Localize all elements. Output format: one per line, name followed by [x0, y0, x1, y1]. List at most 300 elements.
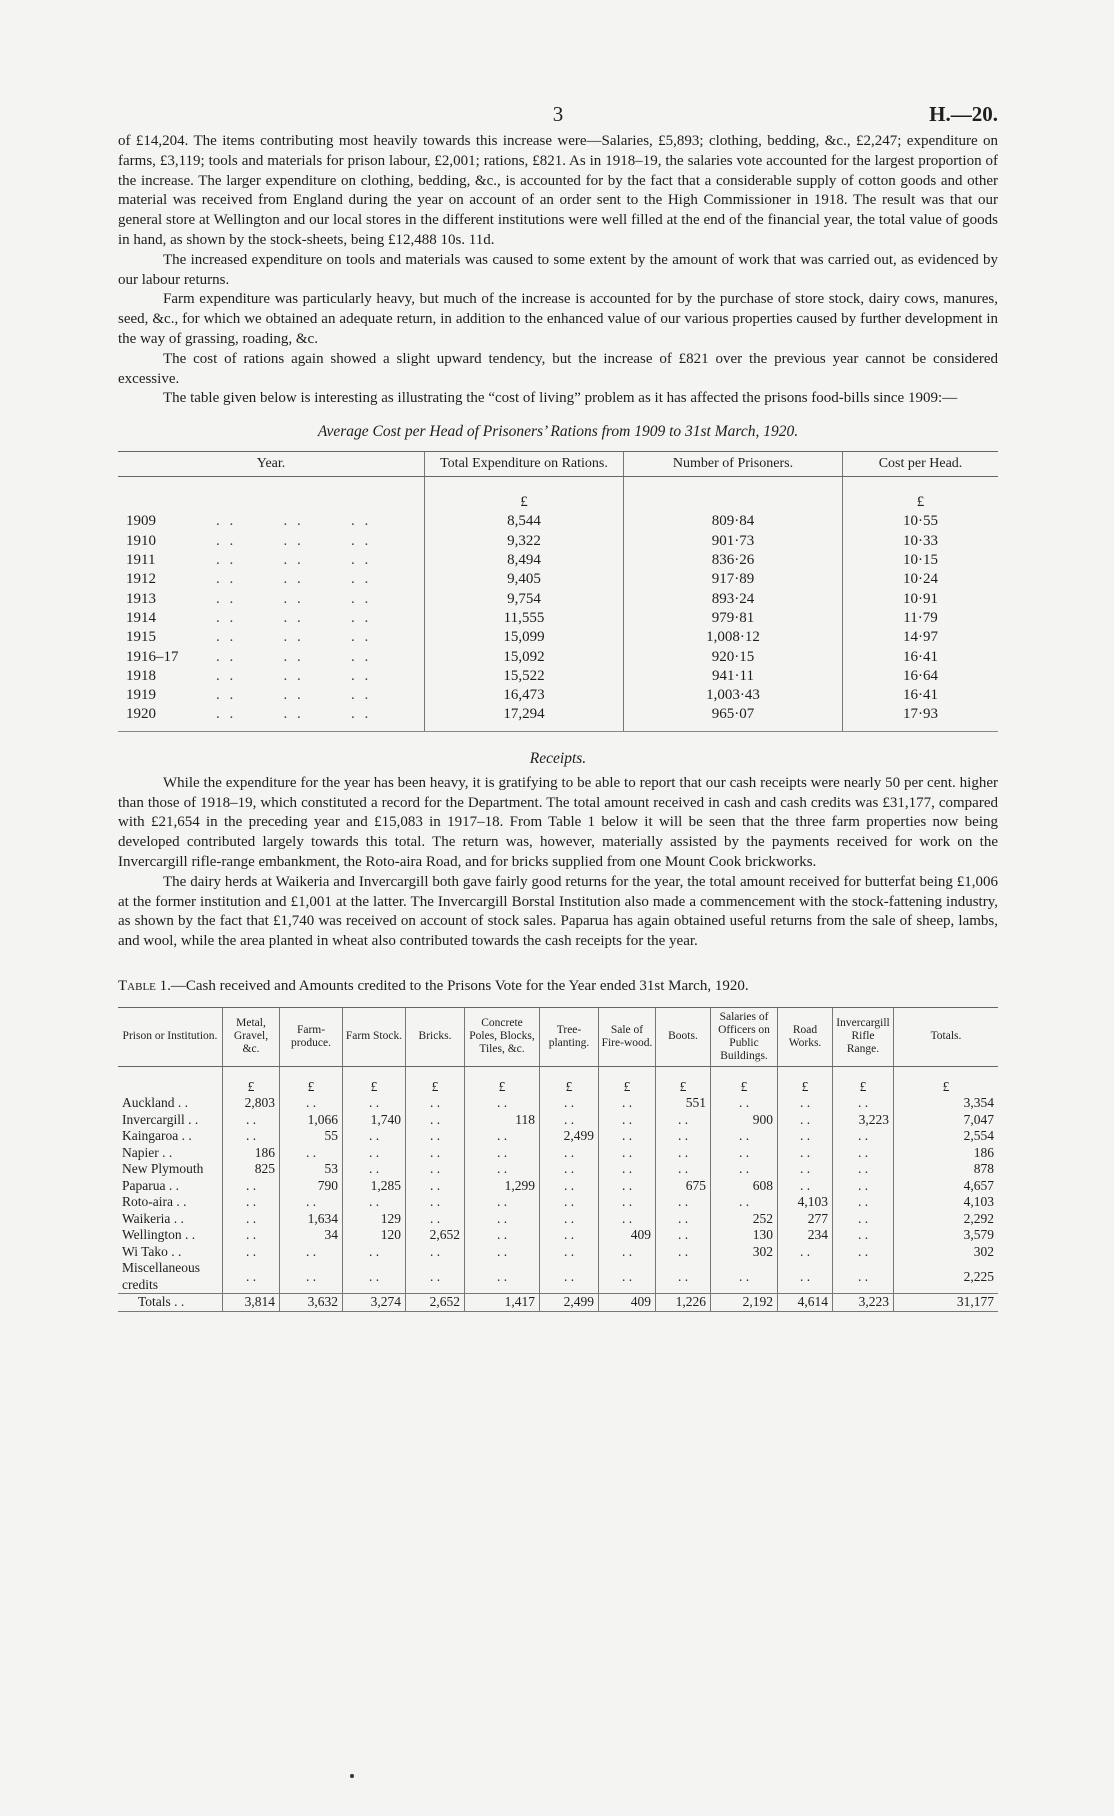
leader-dots: . . . . . . [216, 590, 372, 607]
table-cell: . . [656, 1145, 711, 1162]
table-cell: 900 [711, 1112, 778, 1129]
table-cell: 14·97 [843, 628, 999, 647]
table-cell: . . [833, 1194, 894, 1211]
year-cell [118, 705, 425, 731]
table-cell: . . [465, 1145, 540, 1162]
year-label: 1912 [126, 571, 156, 588]
year-label: 1915 [126, 629, 156, 646]
table-cell: 53 [280, 1161, 343, 1178]
table-cell: . . [540, 1260, 599, 1294]
table-cell: . . [778, 1112, 833, 1129]
paragraph: While the expenditure for the year has been heavy, it is gratifying to be able to report that our cash receipts were nearly 50 per cent. higher than those of 1918–19, which constituted a record for the Department. The total amount received in cash and cash credits was £31,177, compared with £21,654 in the preceding year and £15,083 in 1917–18. From Table 1 below it will be seen that the three farm properties now being developed contributed largely towards this total. The return was, however, materially assisted by the payments received for work on the Invercargill rifle-range embankment, the Roto-aira Road, and for bricks supplied from one Mount Cook brickworks. [118, 774, 998, 870]
table-cell: . . [406, 1194, 465, 1211]
column-header: Road Works. [778, 1007, 833, 1066]
column-header: Concrete Poles, Blocks, Tiles, &c. [465, 1007, 540, 1066]
table-cell: 7,047 [894, 1112, 999, 1129]
table-cell: . . [465, 1211, 540, 1228]
table-cell: . . [656, 1260, 711, 1294]
year-label: 1918 [126, 667, 156, 684]
unit-cell: £ [540, 1066, 599, 1095]
table-cell: 2,803 [223, 1095, 280, 1112]
table-cell: . . [406, 1095, 465, 1112]
table-cell: . . [406, 1211, 465, 1228]
table-cell: . . [223, 1178, 280, 1195]
table-row [118, 1194, 998, 1211]
table-cell: Wellington . . [122, 1227, 196, 1243]
year-cell [118, 686, 425, 705]
totals-cell: 2,652 [406, 1294, 465, 1312]
stray-dot [350, 1774, 354, 1778]
table-cell: . . [223, 1128, 280, 1145]
table-cell: . . [711, 1128, 778, 1145]
unit-cell: £ [833, 1066, 894, 1095]
table-cell: 15,099 [425, 628, 624, 647]
table-row [118, 1112, 998, 1129]
table-cell: 252 [711, 1211, 778, 1228]
year-label: 1911 [126, 552, 156, 569]
table-cell: 2,225 [894, 1260, 999, 1294]
column-header: Salaries of Officers on Public Buildings. [711, 1007, 778, 1066]
table-row [118, 1178, 998, 1195]
table-cell: . . [540, 1178, 599, 1195]
table-cell: . . [280, 1095, 343, 1112]
table-cell: 4,103 [778, 1194, 833, 1211]
table-row [118, 1128, 998, 1145]
totals-cell: 3,274 [343, 1294, 406, 1312]
table-cell: 10·24 [843, 570, 999, 589]
table-cell: Waikeria . . [122, 1210, 184, 1226]
totals-cell: 1,226 [656, 1294, 711, 1312]
table-cell: . . [833, 1128, 894, 1145]
table-cell: . . [223, 1112, 280, 1129]
year-label: 1914 [126, 609, 156, 626]
table-cell: . . [223, 1244, 280, 1261]
table-cell: 893·24 [624, 590, 843, 609]
document-page [118, 96, 998, 1312]
totals-row [118, 1294, 998, 1312]
leader-dots: . . . . . . [216, 571, 372, 588]
table-row [118, 648, 998, 667]
table-cell: 3,223 [833, 1112, 894, 1129]
table-cell: . . [280, 1260, 343, 1294]
table-cell: . . [280, 1145, 343, 1162]
paragraph: The cost of rations again showed a slight upward tendency, but the increase of £821 over the previous year cannot be considered excessive. [118, 350, 998, 387]
table-cell: . . [406, 1260, 465, 1294]
column-header: Number of Prisoners. [624, 452, 843, 477]
table-row [118, 590, 998, 609]
table-cell: . . [465, 1227, 540, 1244]
table-cell: . . [711, 1194, 778, 1211]
rations-table-caption: Average Cost per Head of Prisoners’ Rations from 1909 to 31st March, 1920. [317, 423, 799, 441]
table-cell: Kaingaroa . . [122, 1128, 192, 1144]
table-cell: 608 [711, 1178, 778, 1195]
totals-cell: 3,632 [280, 1294, 343, 1312]
table-cell: . . [343, 1260, 406, 1294]
table-cell: 551 [656, 1095, 711, 1112]
table-cell: . . [540, 1145, 599, 1162]
table-cell: 186 [223, 1145, 280, 1162]
table-cell: 2,652 [406, 1227, 465, 1244]
table-cell: 941·11 [624, 667, 843, 686]
table-cell: 878 [894, 1161, 999, 1178]
table-cell: . . [833, 1260, 894, 1294]
unit-cell: £ [223, 1066, 280, 1095]
paragraph: The table given below is interesting as illustrating the “cost of living” problem as it has affected the prisons food-bills since 1909:— [163, 390, 958, 407]
table-cell: 1,066 [280, 1112, 343, 1129]
table-row [118, 1260, 998, 1294]
table-cell: 409 [599, 1227, 656, 1244]
year-cell [118, 590, 425, 609]
table-cell: 302 [711, 1244, 778, 1261]
table-cell: . . [599, 1194, 656, 1211]
table-cell: . . [833, 1095, 894, 1112]
table-cell: 16,473 [425, 686, 624, 705]
unit-cell: £ [343, 1066, 406, 1095]
totals-cell: 2,192 [711, 1294, 778, 1312]
table-cell: 2,554 [894, 1128, 999, 1145]
table-cell: . . [599, 1145, 656, 1162]
table-cell: . . [343, 1161, 406, 1178]
table-cell: 3,579 [894, 1227, 999, 1244]
table-cell: . . [711, 1260, 778, 1294]
unit-cell [118, 477, 425, 513]
year-label: 1920 [126, 706, 156, 723]
year-label: 1919 [126, 687, 156, 704]
table-cell: 9,754 [425, 590, 624, 609]
table-cell: . . [223, 1227, 280, 1244]
table-cell: . . [406, 1161, 465, 1178]
table-cell: . . [833, 1211, 894, 1228]
unit-cell: £ [778, 1066, 833, 1095]
table-cell: . . [280, 1244, 343, 1261]
totals-cell: 409 [599, 1294, 656, 1312]
table-cell: . . [540, 1227, 599, 1244]
table-cell: Auckland . . [122, 1095, 188, 1111]
table-cell: 15,522 [425, 667, 624, 686]
totals-cell: Totals . . [118, 1294, 223, 1312]
table-cell: 55 [280, 1128, 343, 1145]
table-cell: Napier . . [122, 1144, 173, 1160]
unit-cell: £ [711, 1066, 778, 1095]
cash-table-caption [118, 978, 998, 995]
leader-dots: . . . . . . [216, 609, 372, 626]
units-row [118, 1066, 998, 1095]
unit-cell: £ [425, 477, 624, 513]
table-cell: . . [465, 1128, 540, 1145]
table-row [118, 1244, 998, 1261]
table-cell: 16·64 [843, 667, 999, 686]
table-cell: . . [540, 1211, 599, 1228]
table-cell: . . [406, 1244, 465, 1261]
table-cell: 17·93 [843, 705, 999, 731]
column-header: Year. [118, 452, 425, 477]
table-row [118, 628, 998, 647]
year-cell [118, 532, 425, 551]
year-cell [118, 609, 425, 628]
unit-cell: £ [843, 477, 999, 513]
cash-received-table [118, 1007, 998, 1312]
table-cell: New Plymouth [122, 1161, 204, 1177]
year-label: 1910 [126, 532, 156, 549]
table-row [118, 686, 998, 705]
table-cell: 10·55 [843, 512, 999, 531]
table-row [118, 1211, 998, 1228]
totals-cell: 3,814 [223, 1294, 280, 1312]
table-cell: . . [656, 1112, 711, 1129]
table-cell: . . [540, 1194, 599, 1211]
column-header: Cost per Head. [843, 452, 999, 477]
table-header-row [118, 1007, 998, 1066]
table-cell: . . [465, 1095, 540, 1112]
table-row [118, 551, 998, 570]
table-cell: Invercargill . . [122, 1111, 199, 1127]
table-cell: . . [343, 1244, 406, 1261]
year-cell [118, 628, 425, 647]
unit-cell: £ [656, 1066, 711, 1095]
table-row [118, 609, 998, 628]
table-cell: . . [711, 1145, 778, 1162]
table-cell: . . [656, 1211, 711, 1228]
table-cell: 16·41 [843, 648, 999, 667]
table-cell: . . [599, 1161, 656, 1178]
table-cell: Roto-aira . . [122, 1194, 187, 1210]
table-cell: 1,285 [343, 1178, 406, 1195]
table-cell: . . [406, 1145, 465, 1162]
table-cell: . . [540, 1112, 599, 1129]
leader-dots: . . . . . . [216, 648, 372, 665]
body-text [118, 132, 998, 409]
table-cell: . . [778, 1095, 833, 1112]
table-cell: . . [280, 1194, 343, 1211]
table-cell: . . [465, 1161, 540, 1178]
year-cell [118, 512, 425, 531]
table-cell: . . [223, 1260, 280, 1294]
table-cell: . . [343, 1145, 406, 1162]
leader-dots: . . . . . . [216, 706, 372, 723]
table-cell: . . [833, 1161, 894, 1178]
table-cell: . . [343, 1128, 406, 1145]
table-cell: 118 [465, 1112, 540, 1129]
table-cell: . . [465, 1244, 540, 1261]
totals-cell: 3,223 [833, 1294, 894, 1312]
column-header: Totals. [894, 1007, 999, 1066]
table-cell: Paparua . . [122, 1177, 179, 1193]
table-cell: . . [778, 1244, 833, 1261]
table-header-row [118, 452, 998, 477]
table-cell: Miscellaneous credits [122, 1260, 200, 1292]
table-cell: . . [833, 1145, 894, 1162]
table-cell: 675 [656, 1178, 711, 1195]
table-cell: 979·81 [624, 609, 843, 628]
table-cell: 4,657 [894, 1178, 999, 1195]
leader-dots: . . . . . . [216, 513, 372, 530]
paragraph: The dairy herds at Waikeria and Invercargill both gave fairly good returns for the year, the total amount received for butterfat being £1,006 at the former institution and £1,001 at the latter. The Invercargill Borstal Institution also made a commencement with the stock-fattening industry, as shown by the fact that £1,740 was received on account of stock sales. Paparua has again obtained useful returns from the sale of sheep, lambs, and wool, while the area planted in wheat also contributed towards the cash receipts for the year. [118, 873, 998, 950]
table-cell: . . [656, 1128, 711, 1145]
leader-dots: . . . . . . [216, 532, 372, 549]
table-cell: . . [656, 1161, 711, 1178]
table-cell: . . [833, 1178, 894, 1195]
table-cell: 17,294 [425, 705, 624, 731]
table-cell: 9,322 [425, 532, 624, 551]
document-reference: H.—20. [929, 102, 998, 126]
table-row [118, 532, 998, 551]
table-cell: . . [599, 1211, 656, 1228]
table-row [118, 1227, 998, 1244]
table-cell: 809·84 [624, 512, 843, 531]
table-cell: 1,299 [465, 1178, 540, 1195]
table-cell: Wi Tako . . [122, 1243, 182, 1259]
table-cell: . . [778, 1128, 833, 1145]
column-header: Metal, Gravel, &c. [223, 1007, 280, 1066]
unit-cell [118, 1066, 223, 1095]
leader-dots: . . . . . . [216, 687, 372, 704]
table-cell: 120 [343, 1227, 406, 1244]
totals-cell: 1,417 [465, 1294, 540, 1312]
leader-dots: . . . . . . [216, 667, 372, 684]
table-cell: . . [833, 1244, 894, 1261]
unit-cell [624, 477, 843, 513]
table-row [118, 667, 998, 686]
unit-cell: £ [599, 1066, 656, 1095]
page-number: 3 [552, 102, 564, 126]
column-header: Farm Stock. [343, 1007, 406, 1066]
column-header: Prison or Institution. [118, 1007, 223, 1066]
column-header: Bricks. [406, 1007, 465, 1066]
table-cell: . . [711, 1161, 778, 1178]
table-row [118, 1145, 998, 1162]
table-cell: 8,494 [425, 551, 624, 570]
column-header: Tree-planting. [540, 1007, 599, 1066]
paragraph: The increased expenditure on tools and materials was caused to some extent by the amount of work that was carried out, as evidenced by our labour returns. [118, 251, 998, 288]
cash-table-label: Table 1. [118, 977, 171, 994]
table-cell: 4,103 [894, 1194, 999, 1211]
totals-cell: 4,614 [778, 1294, 833, 1312]
year-cell [118, 551, 425, 570]
table-cell: . . [343, 1194, 406, 1211]
table-cell: . . [778, 1161, 833, 1178]
table-row [118, 1161, 998, 1178]
column-header: Boots. [656, 1007, 711, 1066]
table-cell: 129 [343, 1211, 406, 1228]
year-cell [118, 667, 425, 686]
table-cell: 917·89 [624, 570, 843, 589]
units-row [118, 477, 998, 513]
table-cell: 16·41 [843, 686, 999, 705]
table-cell: 10·15 [843, 551, 999, 570]
year-label: 1909 [126, 513, 156, 530]
table-cell: 836·26 [624, 551, 843, 570]
table-cell: 1,008·12 [624, 628, 843, 647]
table-cell: 234 [778, 1227, 833, 1244]
table-cell: 130 [711, 1227, 778, 1244]
table-cell: . . [406, 1178, 465, 1195]
table-cell: 790 [280, 1178, 343, 1195]
unit-cell: £ [280, 1066, 343, 1095]
table-cell: 9,405 [425, 570, 624, 589]
table-cell: . . [599, 1112, 656, 1129]
table-cell: 186 [894, 1145, 999, 1162]
table-row [118, 1095, 998, 1112]
leader-dots: . . . . . . [216, 629, 372, 646]
table-cell: . . [656, 1227, 711, 1244]
column-header: Invercargill Rifle Range. [833, 1007, 894, 1066]
table-cell: 901·73 [624, 532, 843, 551]
leader-dots: . . . . . . [216, 552, 372, 569]
table-cell: . . [599, 1178, 656, 1195]
table-row [118, 512, 998, 531]
table-cell: . . [540, 1095, 599, 1112]
table-row [118, 705, 998, 731]
table-cell: . . [599, 1128, 656, 1145]
unit-cell: £ [406, 1066, 465, 1095]
table-cell: . . [223, 1194, 280, 1211]
year-label: 1916–17 [126, 648, 179, 665]
table-cell: . . [406, 1128, 465, 1145]
column-header: Sale of Fire-wood. [599, 1007, 656, 1066]
year-cell [118, 648, 425, 667]
table-cell: . . [711, 1095, 778, 1112]
table-cell: . . [465, 1194, 540, 1211]
rations-cost-table [118, 451, 998, 732]
table-cell: 965·07 [624, 705, 843, 731]
table-cell: . . [833, 1227, 894, 1244]
table-cell: . . [599, 1244, 656, 1261]
table-row [118, 570, 998, 589]
table-cell: 10·33 [843, 532, 999, 551]
table-cell: 1,003·43 [624, 686, 843, 705]
table-cell: 3,354 [894, 1095, 999, 1112]
table-cell: 8,544 [425, 512, 624, 531]
cash-table-title: —Cash received and Amounts credited to the Prisons Vote for the Year ended 31st March, 1920. [170, 977, 749, 994]
column-header: Total Expenditure on Rations. [425, 452, 624, 477]
table-cell: 825 [223, 1161, 280, 1178]
table-cell: 34 [280, 1227, 343, 1244]
receipts-heading: Receipts. [529, 749, 587, 767]
table-cell: . . [599, 1095, 656, 1112]
table-cell: . . [778, 1260, 833, 1294]
table-cell: . . [656, 1244, 711, 1261]
paragraph: of £14,204. The items contributing most heavily towards this increase were—Salaries, £5,893; clothing, bedding, &c., £2,247; expenditure on farms, £3,119; tools and materials for prison labour, £2,001; rations, £821. As in 1918–19, the salaries vote accounted for the largest proportion of the increase. The larger expenditure on clothing, bedding, &c., is accounted for by the fact that a considerable supply of cotton goods and other material was received from England during the year on account of an order sent to the High Commissioner in 1918. The result was that our general store at Wellington and our local stores in the different institutions were well filled at the end of the financial year, the total value of goods in hand, as shown by the stock-sheets, being £12,488 10s. 11d. [118, 133, 998, 248]
table-cell: . . [223, 1211, 280, 1228]
unit-cell: £ [465, 1066, 540, 1095]
table-cell: 1,634 [280, 1211, 343, 1228]
table-cell: 11,555 [425, 609, 624, 628]
totals-cell: 2,499 [540, 1294, 599, 1312]
page-header [118, 96, 998, 132]
table-cell: 302 [894, 1244, 999, 1261]
table-cell: 15,092 [425, 648, 624, 667]
table-cell: . . [540, 1161, 599, 1178]
table-cell: . . [406, 1112, 465, 1129]
year-cell [118, 570, 425, 589]
table-cell: . . [540, 1244, 599, 1261]
table-cell: 1,740 [343, 1112, 406, 1129]
year-label: 1913 [126, 590, 156, 607]
paragraph: Farm expenditure was particularly heavy, but much of the increase is accounted for by the purchase of store stock, dairy cows, manures, seed, &c., for which we obtained an adequate return, in addition to the enhanced value of our various properties caused by further development in the way of grassing, roading, &c. [118, 291, 998, 347]
table-cell: 2,292 [894, 1211, 999, 1228]
unit-cell: £ [894, 1066, 999, 1095]
table-cell: 2,499 [540, 1128, 599, 1145]
table-cell: . . [465, 1260, 540, 1294]
table-cell: . . [599, 1260, 656, 1294]
table-cell: . . [343, 1095, 406, 1112]
table-cell: . . [656, 1194, 711, 1211]
table-cell: 11·79 [843, 609, 999, 628]
totals-cell: 31,177 [894, 1294, 999, 1312]
table-cell: 920·15 [624, 648, 843, 667]
table-cell: 277 [778, 1211, 833, 1228]
table-cell: . . [778, 1178, 833, 1195]
